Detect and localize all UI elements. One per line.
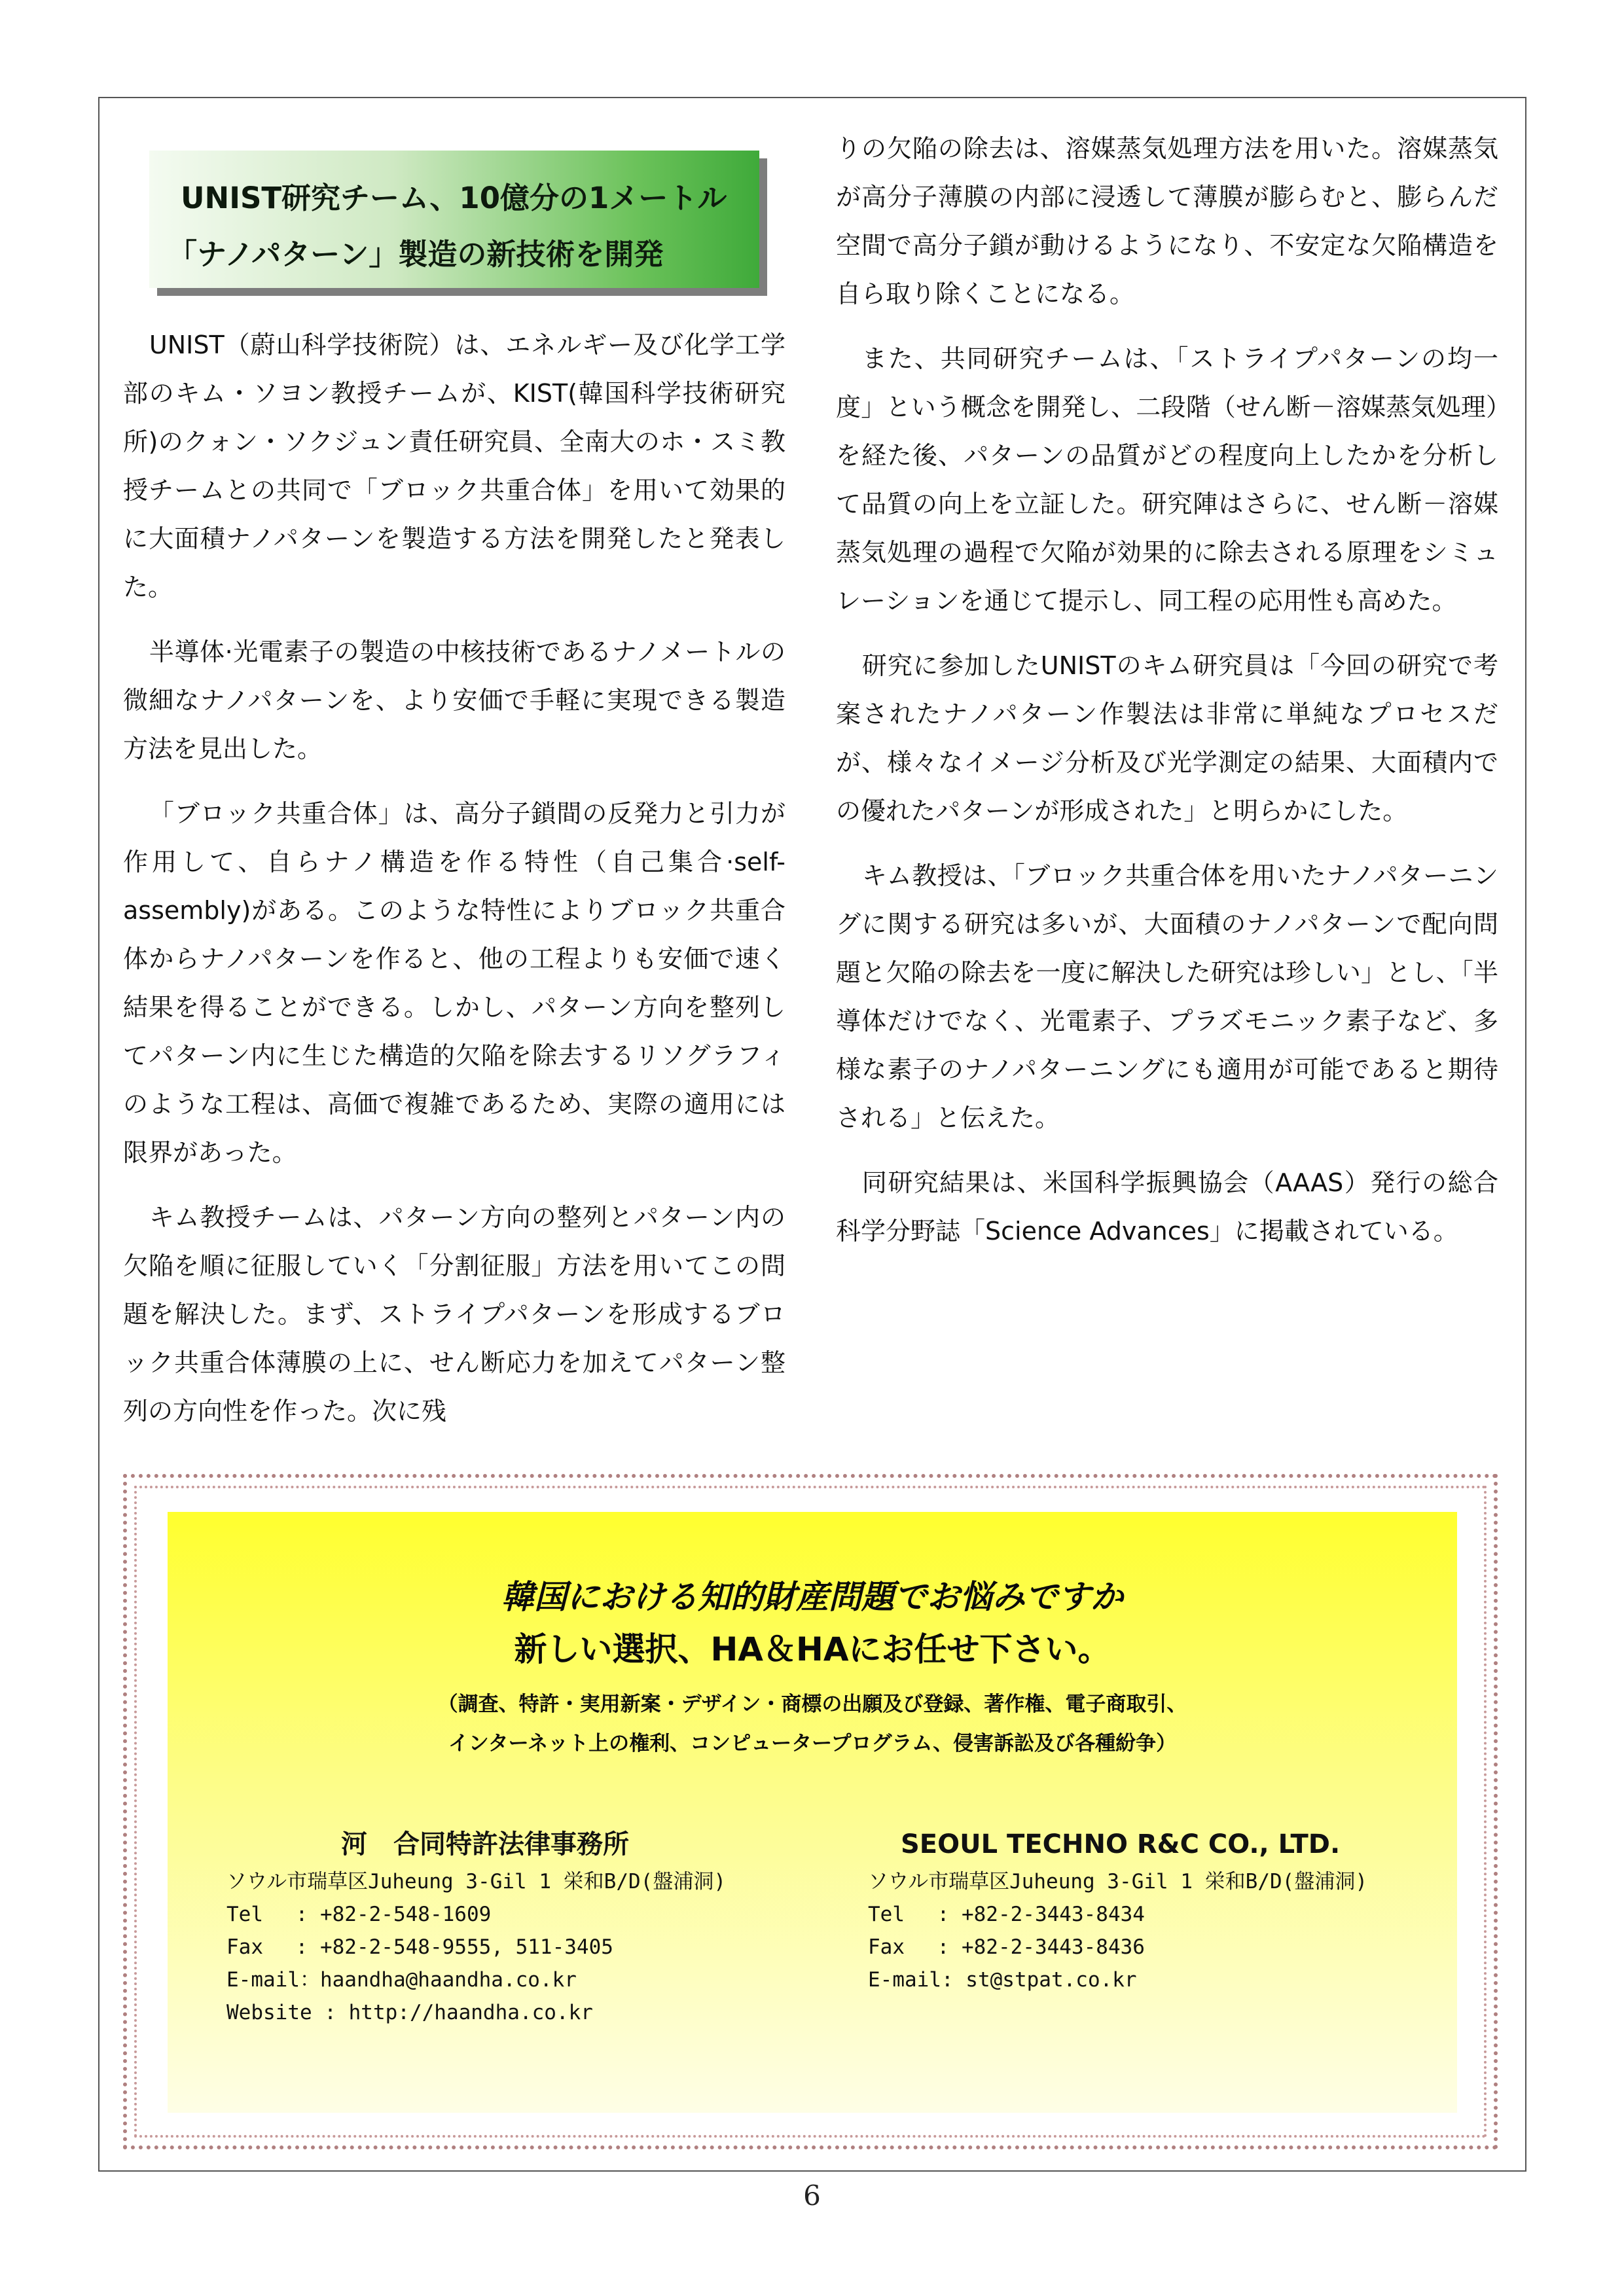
- headline-line-1: UNIST研究チーム、10億分の1メートル: [181, 181, 727, 215]
- advert-title-tagline: 新しい選択、HA＆HAにお任せ下さい。: [514, 1630, 1111, 1668]
- office-website: Website : http://haandha.co.kr: [226, 2001, 593, 2024]
- page-number: 6: [803, 2179, 821, 2212]
- advert-title-question: 韓国における知的財産問題でお悩みですか: [501, 1578, 1123, 1616]
- office-fax: Fax : +82-2-548-9555, 511-3405: [226, 1935, 613, 1959]
- article-column-right: [836, 124, 1498, 1272]
- office-name: 河 合同特許法律事務所: [341, 1829, 629, 1859]
- paragraph: 研究に参加したUNISTのキム研究員は「今回の研究で考案されたナノパターン作製法は非常に単純なプロセスだが、様々なイメージ分析及び光学測定の結果、大面積内での優れたパターンが形成された」と明らかにした。: [836, 651, 1498, 825]
- office-name: SEOUL TECHNO R&C CO., LTD.: [901, 1829, 1341, 1859]
- article-headline: [149, 151, 759, 288]
- article-column-left: [123, 321, 785, 1452]
- advert-services-line-2: インターネット上の権利、コンピュータープログラム、侵害訴訟及び各種紛争）: [448, 1732, 1177, 1755]
- advertisement-box: [168, 1512, 1457, 2113]
- office-contact-seoul-techno: [868, 1825, 1367, 1996]
- office-address: ソウル市瑞草区Juheung 3-Gil 1 栄和B/D(盤浦洞): [868, 1870, 1368, 1893]
- headline-line-2: 「ナノパターン」製造の新技術を開発: [168, 237, 664, 272]
- office-email: E-mail：haandha@haandha.co.kr: [226, 1968, 577, 1992]
- paragraph: 半導体·光電素子の製造の中核技術であるナノメートルの微細なナノパターンを、より安価で手軽に実現できる製造方法を見出した。: [123, 637, 785, 763]
- paragraph: キム教授チームは、パターン方向の整列とパターン内の欠陥を順に征服していく「分割征服」方法を用いてこの問題を解決した。まず、ストライプパターンを形成するブロック共重合体薄膜の上に、せん断応力を加えてパターン整列の方向性を作った。次に残: [123, 1203, 785, 1426]
- advert-services-line-1: （調査、特許・実用新案・デザイン・商標の出願及び登録、著作権、電子商取引、: [437, 1693, 1187, 1716]
- paragraph: UNIST（蔚山科学技術院）は、エネルギー及び化学工学部のキム・ソヨン教授チームが、KIST(韓国科学技術研究所)のクォン・ソクジュン責任研究員、全南大のホ・スミ教授チームとの共同で「ブロック共重合体」を用いて効果的に大面積ナノパターンを製造する方法を開発したと発表した。: [123, 331, 785, 601]
- office-address: ソウル市瑞草区Juheung 3-Gil 1 栄和B/D(盤浦洞): [226, 1870, 727, 1893]
- office-tel: Tel : +82-2-548-1609: [226, 1903, 492, 1926]
- paragraph: 同研究結果は、米国科学振興協会（AAAS）発行の総合科学分野誌「Science Advances」に掲載されている。: [836, 1168, 1498, 1246]
- paragraph-continuation: りの欠陥の除去は、溶媒蒸気処理方法を用いた。溶媒蒸気が高分子薄膜の内部に浸透して薄膜が膨らむと、膨らんだ空間で高分子鎖が動けるようになり、不安定な欠陥構造を自ら取り除くことになる。: [836, 134, 1498, 308]
- office-email: E-mail: st@stpat.co.kr: [868, 1968, 1137, 1992]
- office-fax: Fax : +82-2-3443-8436: [868, 1935, 1145, 1959]
- office-tel: Tel : +82-2-3443-8434: [868, 1903, 1145, 1926]
- paragraph: 「ブロック共重合体」は、高分子鎖間の反発力と引力が作用して、自らナノ構造を作る特性（自己集合·self-assembly)がある。このような特性によりブロック共重合体からナノパターンを作ると、他の工程よりも安価で速く結果を得ることができる。しかし、パターン方向を整列してパターン内に生じた構造的欠陥を除去するリソグラフィのような工程は、高価で複雑であるため、実際の適用には限界があった。: [123, 799, 785, 1167]
- office-contact-haandha: [226, 1825, 726, 2029]
- paragraph: キム教授は、「ブロック共重合体を用いたナノパターニングに関する研究は多いが、大面積のナノパターンで配向問題と欠陥の除去を一度に解決した研究は珍しい」とし、「半導体だけでなく、光電素子、プラズモニック素子など、多様な素子のナノパターニングにも適用が可能であると期待される」と伝えた。: [836, 861, 1498, 1132]
- paragraph: また、共同研究チームは、「ストライプパターンの均一度」という概念を開発し、二段階（せん断－溶媒蒸気処理）を経た後、パターンの品質がどの程度向上したかを分析して品質の向上を立証した。研究陣はさらに、せん断－溶媒蒸気処理の過程で欠陥が効果的に除去される原理をシミュレーションを通じて提示し、同工程の応用性も高めた。: [836, 344, 1498, 615]
